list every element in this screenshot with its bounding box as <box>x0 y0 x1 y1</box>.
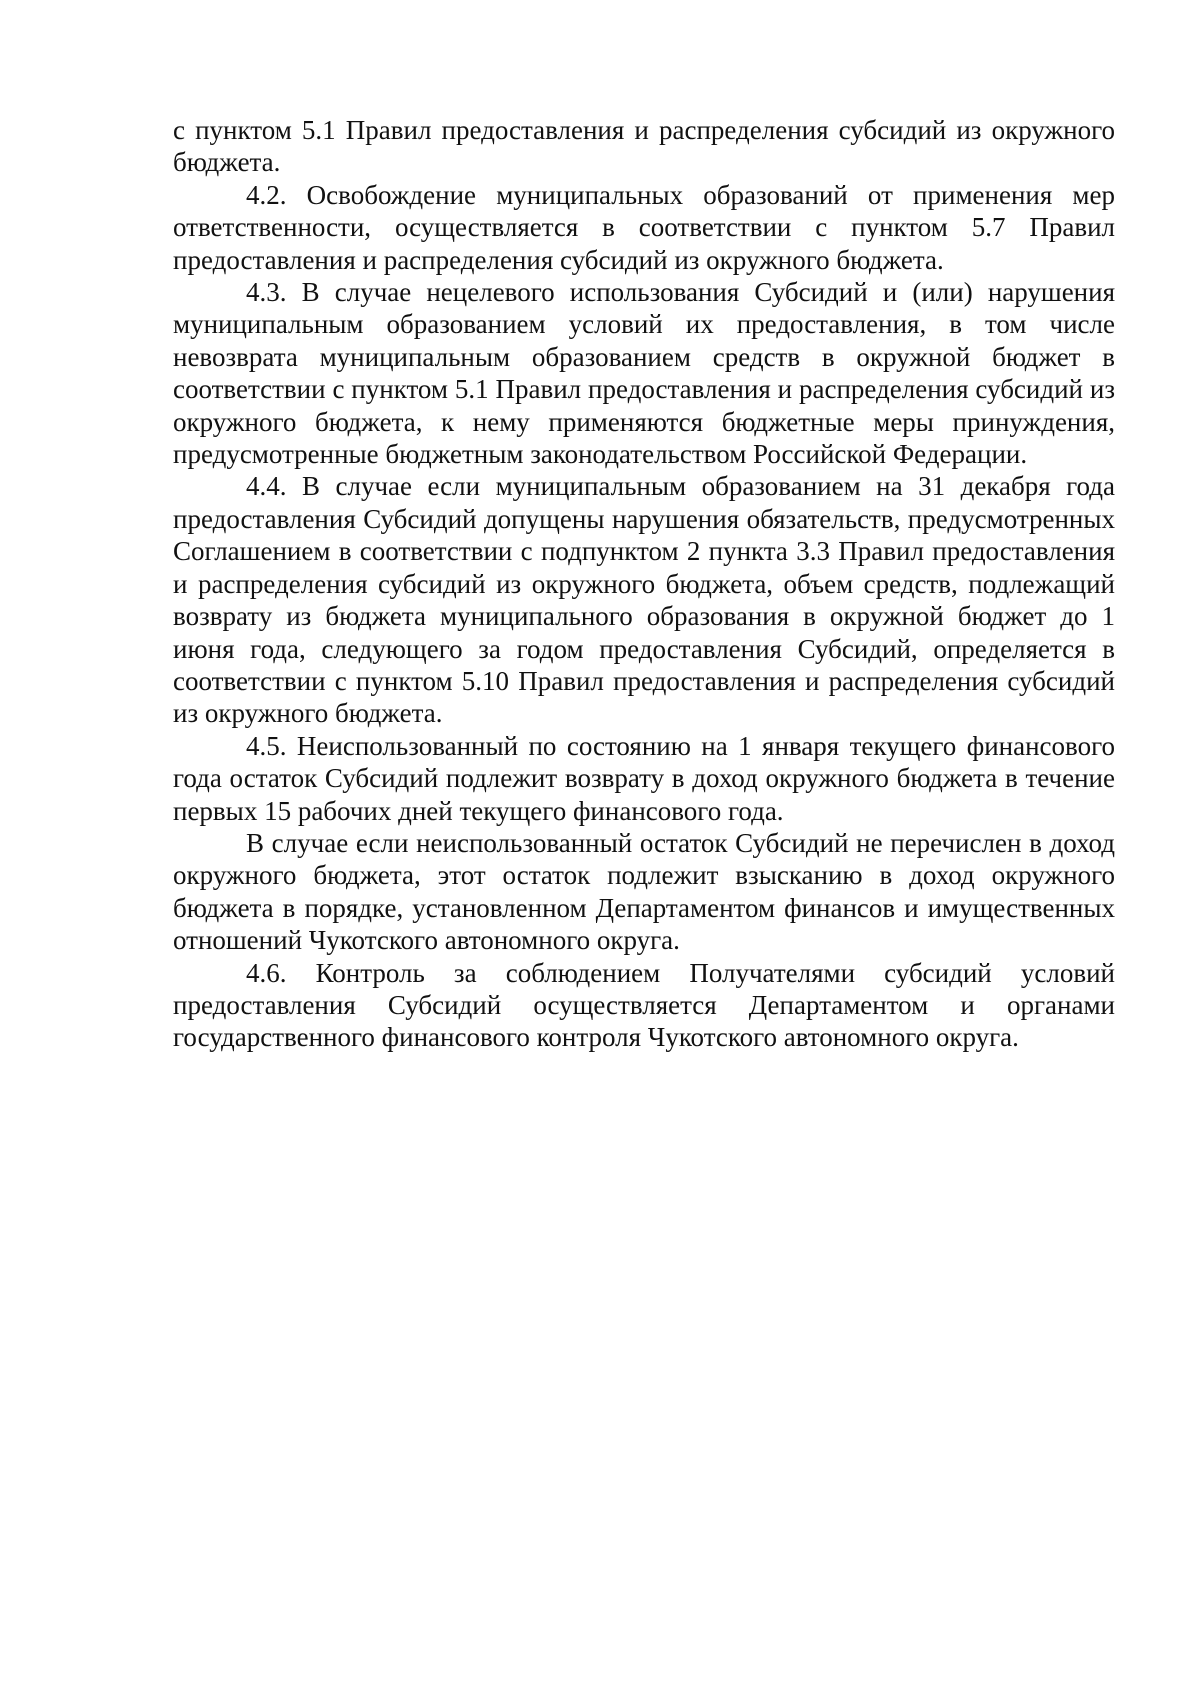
paragraph-4-6: 4.6. Контроль за соблюдением Получателями субсидий условий предоставления Субсидий осуществляется Департаментом и органами государственного финансового контроля Чукотского автономного округа. <box>173 957 1115 1053</box>
paragraph-4-5: 4.5. Неиспользованный по состоянию на 1 января текущего финансового года остаток Субсидий подлежит возврату в доход окружного бюджета в течение первых 15 рабочих дней текущего финансового года. <box>173 730 1115 826</box>
paragraph-4-3: 4.3. В случае нецелевого использования Субсидий и (или) нарушения муниципальным образованием условий их предоставления, в том числе невозврата муниципальным образованием средств в окружной бюджет в соответствии с пунктом 5.1 Правил предоставления и распределения субсидий из окружного бюджета, к нему применяются бюджетные меры принуждения, предусмотренные бюджетным законодательством Российской Федерации. <box>173 277 1115 470</box>
document-page <box>173 114 1115 1054</box>
paragraph-continuation: с пунктом 5.1 Правил предоставления и распределения субсидий из окружного бюджета. <box>173 115 1115 178</box>
paragraph-4-4: 4.4. В случае если муниципальным образованием на 31 декабря года предоставления Субсидий допущены нарушения обязательств, предусмотренных Соглашением в соответствии с подпунктом 2 пункта 3.3 Правил предоставления и распределения субсидий из окружного бюджета, объем средств, подлежащий возврату из бюджета муниципального образования в окружной бюджет до 1 июня года, следующего за годом предоставления Субсидий, определяется в соответствии с пунктом 5.10 Правил предоставления и распределения субсидий из окружного бюджета. <box>173 471 1115 729</box>
paragraph-4-2: 4.2. Освобождение муниципальных образований от применения мер ответственности, осуществляется в соответствии с пунктом 5.7 Правил предоставления и распределения субсидий из окружного бюджета. <box>173 179 1115 275</box>
paragraph-4-5-second: В случае если неиспользованный остаток Субсидий не перечислен в доход окружного бюджета, этот остаток подлежит взысканию в доход окружного бюджета в порядке, установленном Департаментом финансов и имущественных отношений Чукотского автономного округа. <box>173 827 1115 956</box>
